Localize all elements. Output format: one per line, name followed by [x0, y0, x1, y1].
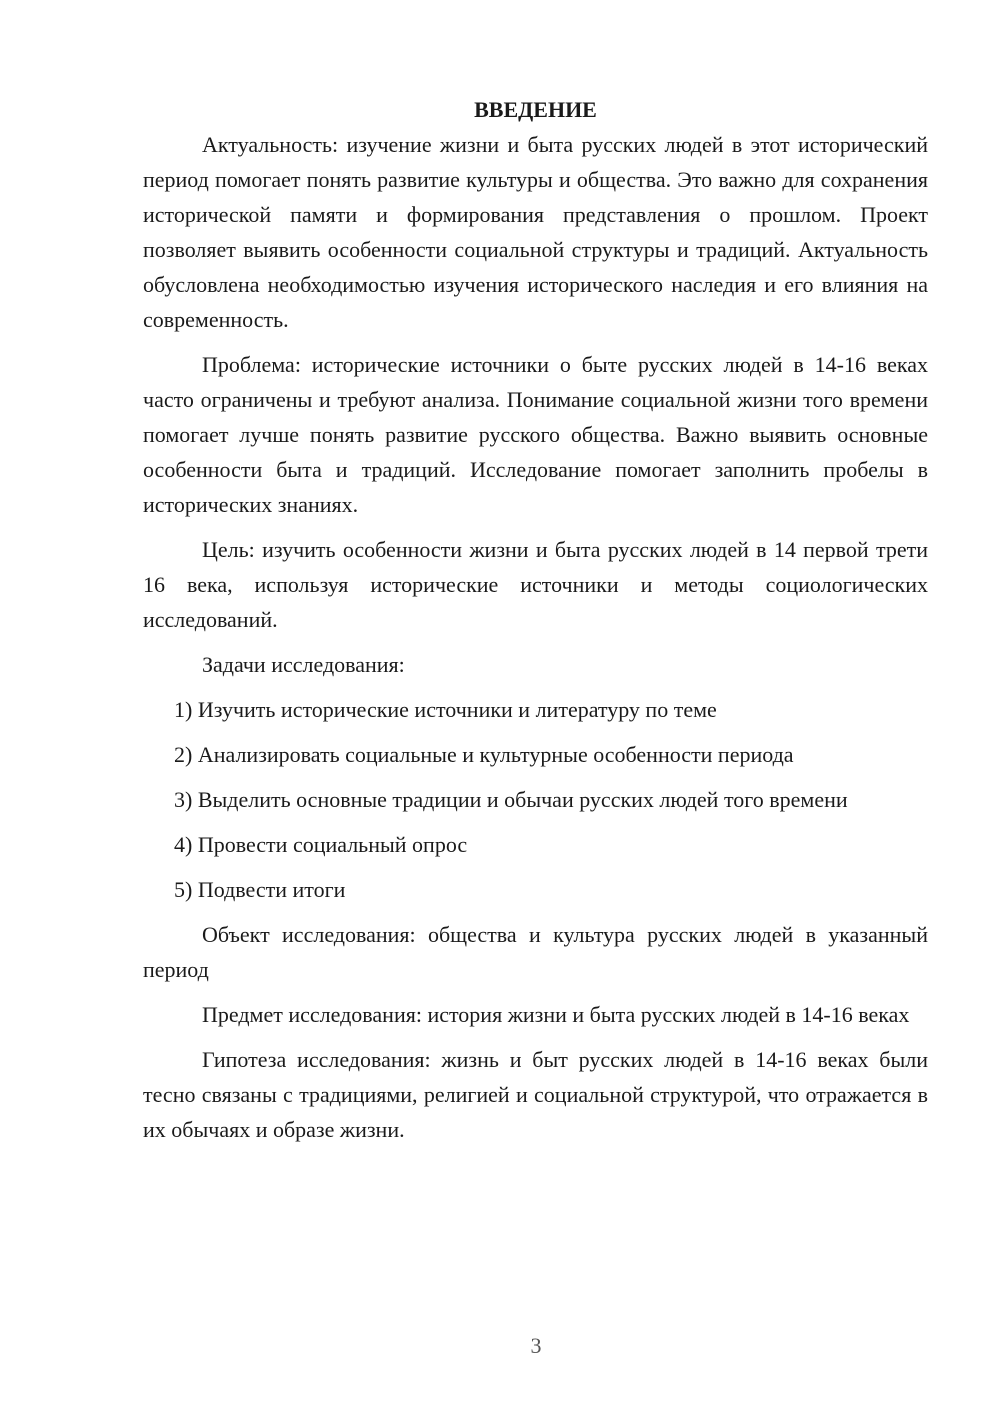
paragraph-problem: Проблема: исторические источники о быте русских людей в 14-16 веках часто ограничены и требуют анализа. Понимание социальной жизни того времени помогает лучше понять развитие русского общества. Важно выявить основные особенности быта и традиций. Исследование помогает заполнить пробелы в исторических знаниях. — [143, 352, 928, 517]
document-page — [143, 92, 928, 1147]
page-title: ВВЕДЕНИЕ — [474, 97, 597, 122]
page-number: 3 — [530, 1333, 542, 1358]
task-item-5: 5) Подвести итоги — [174, 877, 346, 902]
paragraph-goal: Цель: изучить особенности жизни и быта русских людей в 14 первой трети 16 века, используя исторические источники и методы социологических исследований. — [143, 537, 928, 632]
task-item-4: 4) Провести социальный опрос — [174, 832, 468, 857]
paragraph-relevance: Актуальность: изучение жизни и быта русских людей в этот исторический период помогает понять развитие культуры и общества. Это важно для сохранения исторической памяти и формирования представления о прошлом. Проект позволяет выявить особенности социальной структуры и традиций. Актуальность обусловлена необходимостью изучения исторического наследия и его влияния на современность. — [143, 132, 928, 332]
task-item-2: 2) Анализировать социальные и культурные особенности периода — [174, 742, 794, 767]
task-item-1: 1) Изучить исторические источники и литературу по теме — [174, 697, 717, 722]
paragraph-subject: Предмет исследования: история жизни и быта русских людей в 14-16 веках — [202, 1002, 910, 1027]
paragraph-object: Объект исследования: общества и культура русских людей в указанный период — [143, 922, 928, 982]
paragraph-hypothesis: Гипотеза исследования: жизнь и быт русских людей в 14-16 веках были тесно связаны с традициями, религией и социальной структурой, что отражается в их обычаях и образе жизни. — [143, 1047, 928, 1142]
task-item-3: 3) Выделить основные традиции и обычаи русских людей того времени — [174, 787, 848, 812]
paragraph-tasks-heading: Задачи исследования: — [202, 652, 405, 677]
